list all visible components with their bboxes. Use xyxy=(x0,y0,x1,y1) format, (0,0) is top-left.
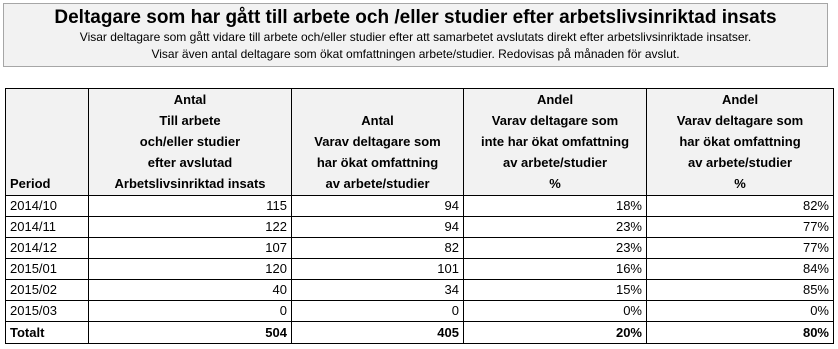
column-header-line: Antal xyxy=(173,92,207,107)
column-header-line: Period xyxy=(10,176,51,191)
column-header-not-increased-share xyxy=(464,89,647,196)
column-header-line: av arbete/studier xyxy=(325,176,430,191)
table-total-row xyxy=(6,322,834,344)
cell-increased-count: 94 xyxy=(292,196,464,217)
column-header-total-count xyxy=(89,89,292,196)
cell-total-label: Totalt xyxy=(6,322,89,344)
column-header-line: har ökat omfattning xyxy=(316,155,439,170)
table-row xyxy=(6,217,834,238)
cell-increased-share: 80% xyxy=(647,322,834,344)
column-header-line: av arbete/studier xyxy=(687,155,793,170)
table-row xyxy=(6,238,834,259)
cell-not-increased-share: 23% xyxy=(464,238,647,259)
column-header-line: Varav deltagare som xyxy=(314,134,441,149)
cell-increased-share: 0% xyxy=(647,301,834,322)
column-header-line: efter avslutad xyxy=(147,155,233,170)
column-header-line: Andel xyxy=(721,92,759,107)
column-header-line: av arbete/studier xyxy=(502,155,608,170)
cell-period: 2014/12 xyxy=(6,238,89,259)
cell-increased-count: 34 xyxy=(292,280,464,301)
column-header-increased-share xyxy=(647,89,834,196)
cell-increased-share: 85% xyxy=(647,280,834,301)
cell-increased-count: 101 xyxy=(292,259,464,280)
cell-increased-count: 82 xyxy=(292,238,464,259)
cell-increased-share: 84% xyxy=(647,259,834,280)
cell-period: 2015/03 xyxy=(6,301,89,322)
column-header-line: Antal xyxy=(361,113,394,128)
cell-period: 2014/10 xyxy=(6,196,89,217)
cell-period: 2015/02 xyxy=(6,280,89,301)
cell-increased-count: 0 xyxy=(292,301,464,322)
column-header-line: och/eller studier xyxy=(139,134,241,149)
cell-not-increased-share: 23% xyxy=(464,217,647,238)
report-title: Deltagare som har gått till arbete och /eller studier efter arbetslivsinriktad insats xyxy=(54,7,777,28)
cell-period: 2015/01 xyxy=(6,259,89,280)
participants-table xyxy=(5,88,834,344)
column-header-line: inte har ökat omfattning xyxy=(480,134,630,149)
table-row xyxy=(6,259,834,280)
cell-total-count: 40 xyxy=(89,280,292,301)
table-row xyxy=(6,196,834,217)
cell-total-count: 504 xyxy=(89,322,292,344)
cell-total-count: 115 xyxy=(89,196,292,217)
column-header-line: Varav deltagare som xyxy=(491,113,619,128)
report-subtitle-1: Visar deltagare som gått vidare till arbete och/eller studier efter att samarbetet avslutats direkt efter arbetslivsinriktade insatser. xyxy=(79,30,752,44)
cell-not-increased-share: 0% xyxy=(464,301,647,322)
cell-total-count: 120 xyxy=(89,259,292,280)
table-row xyxy=(6,301,834,322)
cell-not-increased-share: 20% xyxy=(464,322,647,344)
column-header-line: Varav deltagare som xyxy=(676,113,804,128)
cell-not-increased-share: 18% xyxy=(464,196,647,217)
cell-not-increased-share: 15% xyxy=(464,280,647,301)
column-header-line: Andel xyxy=(536,92,574,107)
column-header-period xyxy=(6,89,89,196)
column-header-line: Arbetslivsinriktad insats xyxy=(114,176,266,191)
cell-increased-share: 77% xyxy=(647,217,834,238)
cell-increased-share: 82% xyxy=(647,196,834,217)
cell-increased-share: 77% xyxy=(647,238,834,259)
cell-total-count: 107 xyxy=(89,238,292,259)
cell-total-count: 0 xyxy=(89,301,292,322)
report-header xyxy=(3,3,828,67)
column-header-line: % xyxy=(549,176,561,191)
cell-not-increased-share: 16% xyxy=(464,259,647,280)
report-subtitle-2: Visar även antal deltagare som ökat omfattningen arbete/studier. Redovisas på månaden för avslut. xyxy=(151,47,680,61)
table-header-row xyxy=(6,89,834,196)
column-header-line: Till arbete xyxy=(159,113,221,128)
column-header-line: % xyxy=(734,176,746,191)
table-row xyxy=(6,280,834,301)
column-header-line: har ökat omfattning xyxy=(679,134,801,149)
cell-increased-count: 94 xyxy=(292,217,464,238)
cell-total-count: 122 xyxy=(89,217,292,238)
cell-period: 2014/11 xyxy=(6,217,89,238)
column-header-increased-count xyxy=(292,89,464,196)
cell-increased-count: 405 xyxy=(292,322,464,344)
